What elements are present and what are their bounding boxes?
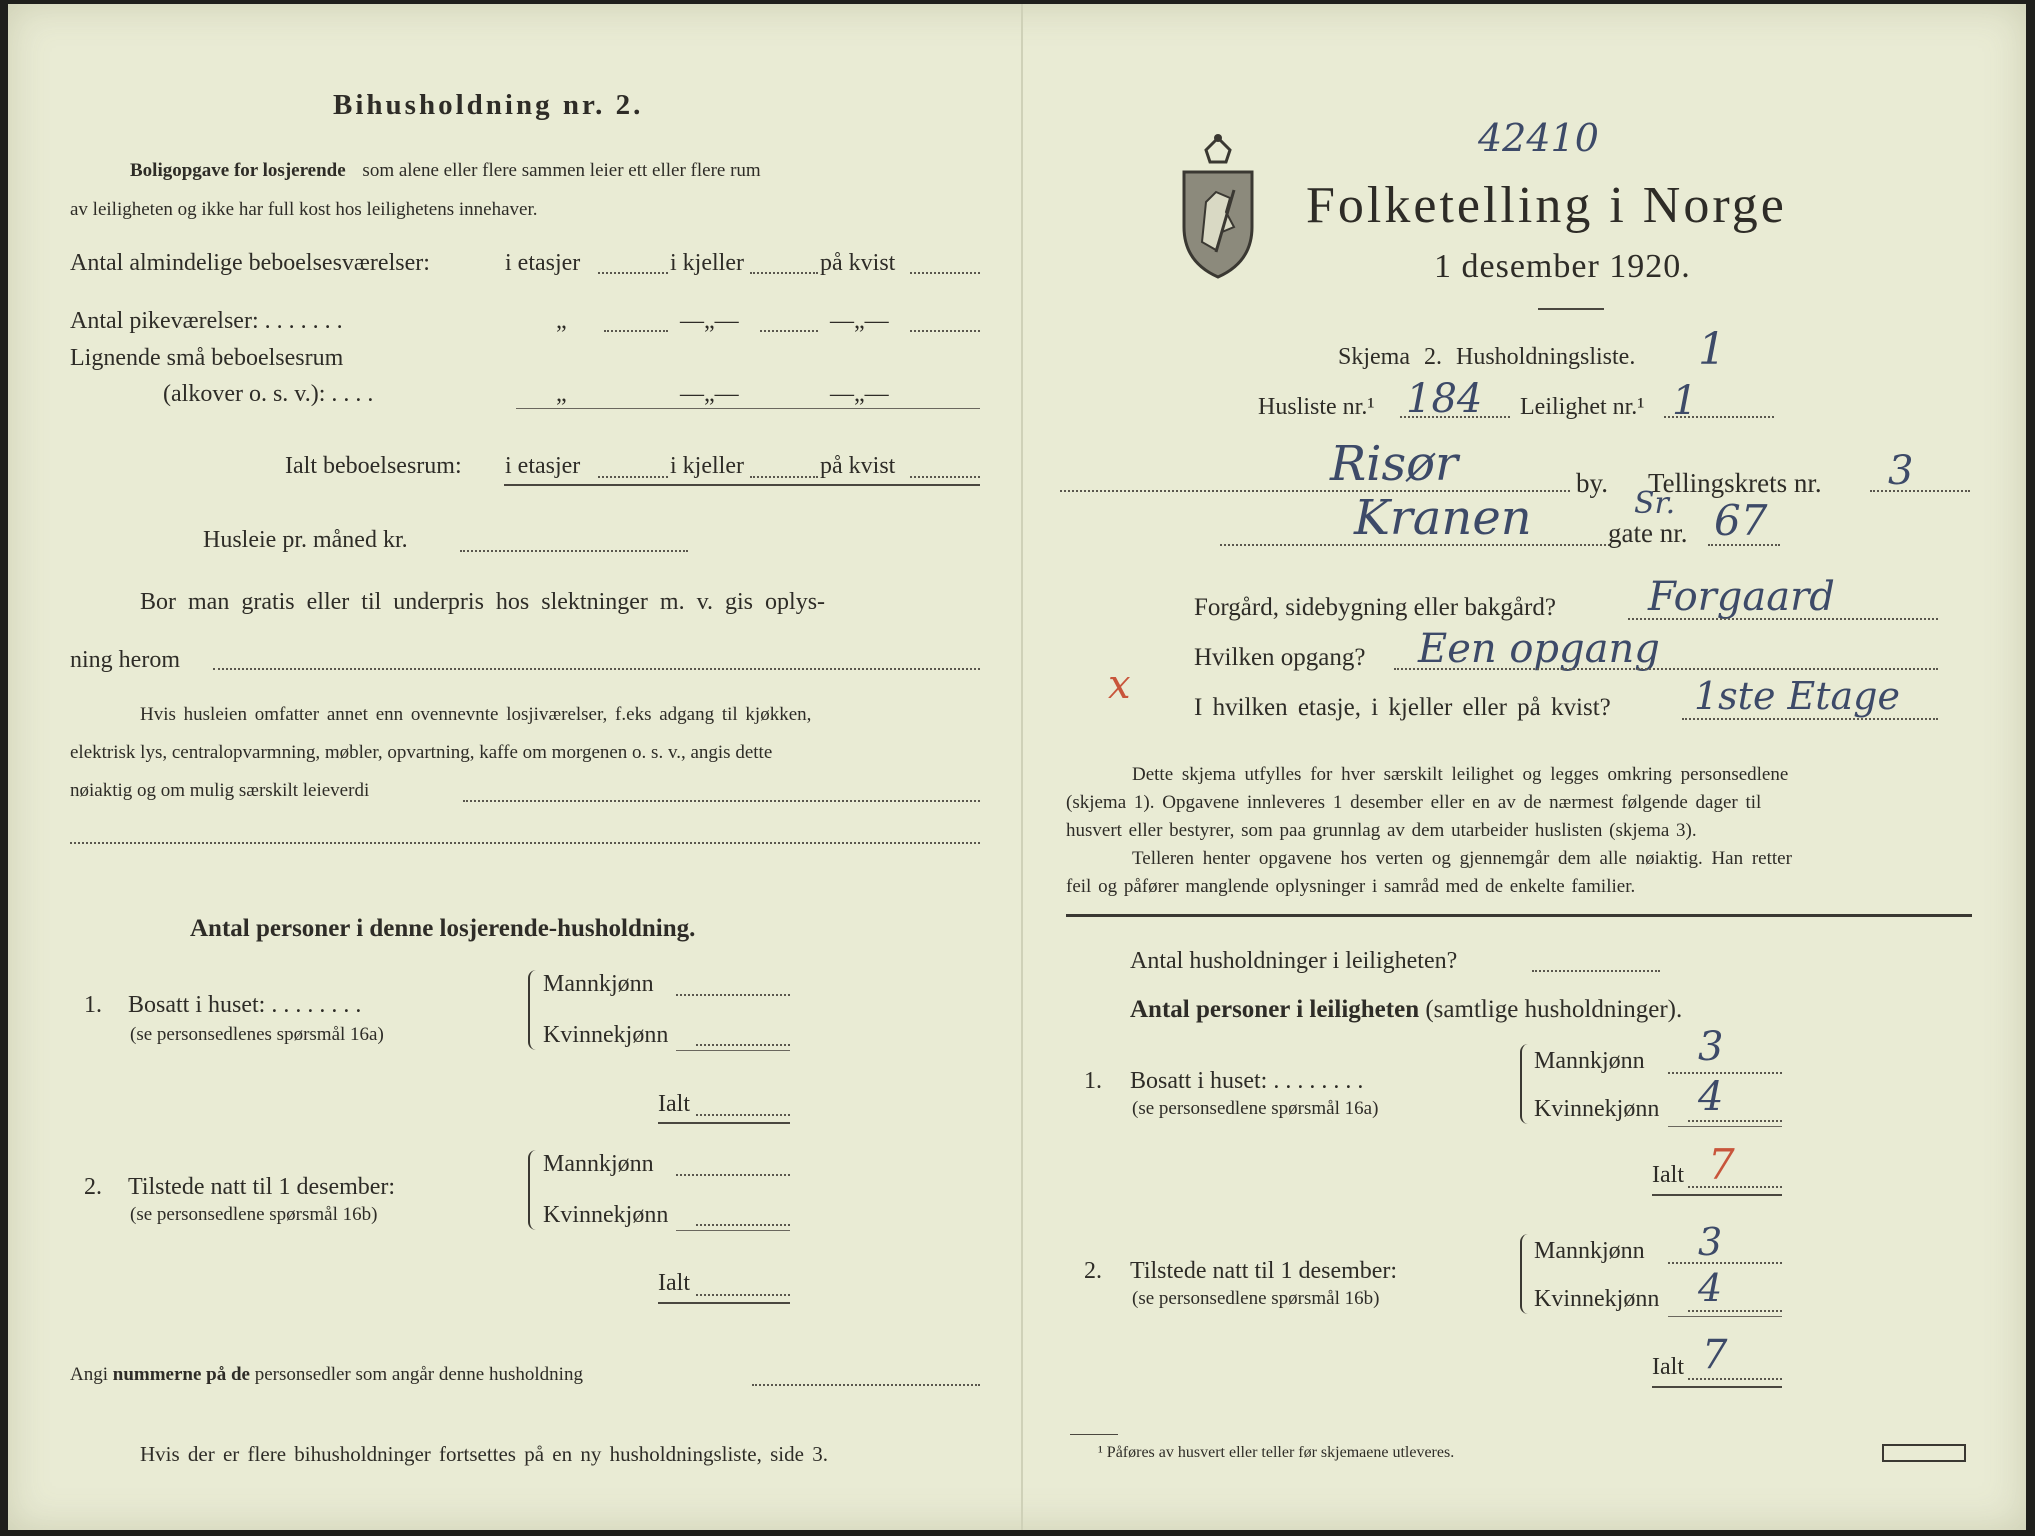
page-fold: [1021, 4, 1023, 1530]
intro-rest: som alene eller flere sammen leier ett eller flere rum: [362, 160, 761, 181]
pike-etasjer-field[interactable]: [604, 330, 668, 332]
right-q1-kvinne-field[interactable]: [1688, 1120, 1782, 1122]
left-q1-mann-label: Mannkjønn: [543, 971, 654, 997]
left-q2-mann-label: Mannkjønn: [543, 1151, 654, 1177]
numbers-label: [70, 1364, 583, 1386]
pike-label: Antal pikeværelser: . . . . . . .: [70, 308, 343, 334]
footnote: ¹ Påføres av husvert eller teller før skjemaene utleveres.: [1098, 1444, 1455, 1461]
forgaard-field[interactable]: [1628, 618, 1938, 620]
right-q2-mann-field[interactable]: [1668, 1262, 1782, 1264]
ialt-kjeller: i kjeller: [670, 453, 744, 479]
left-q1-sub: (se personsedlenes spørsmål 16a): [130, 1024, 384, 1045]
opgang-label: Hvilken opgang?: [1194, 644, 1366, 671]
left-q1-brace: [528, 970, 540, 1050]
rent-field[interactable]: [460, 550, 688, 552]
right-persons-heading-bold: Antal personer i leiligheten: [1130, 996, 1420, 1023]
krets-label: Tellingskrets nr.: [1648, 468, 1822, 498]
rooms-kjeller-field[interactable]: [750, 272, 818, 274]
small-ditto: „: [556, 381, 567, 407]
left-q1-kvinne-field[interactable]: [696, 1044, 790, 1046]
etasje-value[interactable]: 1ste Etage: [1694, 674, 1900, 718]
pike-kjeller-field[interactable]: [760, 330, 818, 332]
form-title: Folketelling i Norge: [1306, 177, 1787, 234]
left-q2-kvinne-field[interactable]: [696, 1224, 790, 1226]
right-q1-ialt-value[interactable]: 7: [1708, 1140, 1735, 1189]
right-q2-label: Tilstede natt til 1 desember:: [1130, 1258, 1398, 1284]
title-rule: [1538, 308, 1604, 310]
opgang-field[interactable]: [1394, 668, 1938, 670]
continue-note: Hvis der er flere bihusholdninger fortsettes på en ny husholdningsliste, side 3.: [140, 1442, 828, 1466]
left-q2-ialt-rule: [658, 1302, 790, 1304]
footnote-rule: [1070, 1434, 1118, 1435]
form-date: 1 desember 1920.: [1434, 248, 1691, 285]
right-q2-sub: (se personsedlene spørsmål 16b): [1132, 1288, 1380, 1309]
husliste-value[interactable]: 184: [1406, 376, 1483, 422]
left-q2-mann-field[interactable]: [676, 1174, 790, 1176]
right-q2-brace: [1520, 1234, 1532, 1314]
krets-value[interactable]: 3: [1888, 448, 1914, 494]
pike-kvist-field[interactable]: [910, 330, 980, 332]
rooms-kjeller: i kjeller: [670, 250, 744, 276]
left-q2-ialt-label: Ialt: [658, 1270, 690, 1296]
ialt-rule: [504, 484, 980, 486]
right-q1-ialt-rule: [1652, 1194, 1782, 1196]
husliste-field[interactable]: [1400, 416, 1510, 418]
husliste-label: Husliste nr.¹: [1258, 394, 1375, 420]
left-q2-rule: [676, 1230, 790, 1231]
right-q1-kvinne-value[interactable]: 4: [1698, 1074, 1724, 1120]
households-label: Antal husholdninger i leiligheten?: [1130, 948, 1458, 974]
numbers-label-1: Angi: [70, 1364, 108, 1385]
left-q1-ialt-label: Ialt: [658, 1091, 690, 1117]
right-q2-mann-value[interactable]: 3: [1698, 1220, 1723, 1264]
right-q1-rule: [1668, 1126, 1782, 1127]
instructions-line2: (skjema 1). Opgavene innleveres 1 desember eller en av de nærmest følgende dager til: [1066, 792, 1762, 813]
instructions-line5: feil og påfører manglende oplysninger i samråd med de enkelte familier.: [1066, 876, 1636, 897]
street-abbr: Sr.: [1634, 486, 1676, 521]
small-rooms-label: Lignende små beboelsesrum: [70, 345, 344, 371]
intro-bold: Boligopgave for losjerende: [130, 160, 346, 181]
incl-line2: elektrisk lys, centralopvarmning, møbler, opvartning, kaffe om morgenen o. s. v., angis dette: [70, 742, 773, 763]
archive-number: 42410: [1478, 116, 1599, 160]
right-q1-ialt-label: Ialt: [1652, 1162, 1684, 1188]
right-q1-num: 1.: [1084, 1068, 1102, 1094]
schema-label: Skjema 2. Husholdningsliste.: [1338, 344, 1636, 370]
left-q1-num: 1.: [84, 992, 102, 1018]
numbers-label-2: personsedler som angår denne husholdning: [254, 1364, 583, 1385]
small-rooms-sub: (alkover o. s. v.): . . . .: [163, 381, 374, 407]
krets-field[interactable]: [1870, 490, 1970, 492]
right-q2-mann-label: Mannkjønn: [1534, 1238, 1645, 1264]
ialt-kvist: på kvist: [820, 453, 896, 479]
instructions-line4: Telleren henter opgavene hos verten og gjennemgår dem alle nøiaktig. Han retter: [1132, 848, 1792, 869]
etasje-field[interactable]: [1682, 718, 1938, 720]
census-form-sheet: [8, 4, 2026, 1530]
rooms-etasjer: i etasjer: [505, 250, 581, 276]
incl-line1: Hvis husleien omfatter annet enn ovennevnte losjiværelser, f.eks adgang til kjøkken,: [140, 704, 812, 725]
right-q2-kvinne-field[interactable]: [1688, 1310, 1782, 1312]
right-q1-brace: [1520, 1044, 1532, 1124]
coat-of-arms-icon: [1176, 132, 1260, 282]
left-q1-ialt-field[interactable]: [696, 1114, 790, 1116]
street-value[interactable]: Kranen: [1354, 490, 1532, 546]
rent-label: Husleie pr. måned kr.: [203, 527, 408, 553]
leilighet-field[interactable]: [1664, 416, 1774, 418]
gratis-line2: ning herom: [70, 647, 180, 673]
left-q2-brace: [528, 1150, 540, 1230]
right-q2-num: 2.: [1084, 1258, 1102, 1284]
right-q2-ialt-field[interactable]: [1688, 1378, 1782, 1380]
rooms-etasjer-field[interactable]: [598, 272, 668, 274]
pike-ditto-3: —„—: [830, 308, 889, 334]
right-q1-mann-value[interactable]: 3: [1698, 1024, 1724, 1070]
right-q1-ialt-field[interactable]: [1688, 1186, 1782, 1188]
right-persons-heading: [1130, 996, 1682, 1024]
by-label: by.: [1576, 468, 1608, 498]
small-rooms-rule: [516, 408, 980, 409]
left-title: Bihusholdning nr. 2.: [333, 89, 644, 121]
right-persons-heading-rest: (samtlige husholdninger).: [1425, 996, 1683, 1023]
incl-field-2[interactable]: [70, 842, 980, 844]
left-intro-line2: av leiligheten og ikke har full kost hos leilighetens innehaver.: [70, 199, 538, 220]
left-persons-heading: Antal personer i denne losjerende-husholdning.: [190, 915, 696, 942]
left-q2-kvinne-label: Kvinnekjønn: [543, 1202, 669, 1228]
right-q1-kvinne-label: Kvinnekjønn: [1534, 1096, 1660, 1122]
left-q1-mann-field[interactable]: [676, 994, 790, 996]
leilighet-value[interactable]: 1: [1672, 378, 1698, 424]
left-q1-label: Bosatt i huset: . . . . . . . .: [128, 992, 362, 1018]
incl-line3: nøiaktig og om mulig særskilt leieverdi: [70, 780, 370, 801]
right-q2-ialt-rule: [1652, 1386, 1782, 1388]
ialt-kjeller-field[interactable]: [750, 476, 818, 478]
right-q1-mann-label: Mannkjønn: [1534, 1048, 1645, 1074]
right-divider: [1066, 914, 1972, 917]
left-q1-kvinne-label: Kvinnekjønn: [543, 1022, 669, 1048]
rooms-label: Antal almindelige beboelsesværelser:: [70, 250, 430, 276]
right-q2-ialt-label: Ialt: [1652, 1354, 1684, 1380]
left-q1-rule: [676, 1050, 790, 1051]
incl-field[interactable]: [463, 800, 980, 802]
gate-label: gate nr.: [1608, 518, 1688, 548]
households-field[interactable]: [1532, 970, 1660, 972]
ialt-etasjer-field[interactable]: [598, 476, 668, 478]
etasje-label: I hvilken etasje, i kjeller eller på kvist?: [1194, 694, 1611, 721]
left-q2-label: Tilstede natt til 1 desember:: [128, 1174, 396, 1200]
leilighet-label: Leilighet nr.¹: [1520, 394, 1645, 420]
small-ditto-3: —„—: [830, 381, 889, 407]
right-q2-ialt-value[interactable]: 7: [1702, 1332, 1728, 1378]
small-ditto-2: —„—: [680, 381, 739, 407]
opgang-value[interactable]: Een opgang: [1418, 626, 1660, 672]
forgaard-value[interactable]: Forgaard: [1648, 574, 1835, 620]
pike-ditto-2: —„—: [680, 308, 739, 334]
instructions-line1: Dette skjema utfylles for hver særskilt leilighet og legges omkring personsedlene: [1132, 764, 1789, 785]
right-q2-kvinne-value[interactable]: 4: [1698, 1266, 1723, 1310]
rooms-kvist: på kvist: [820, 250, 896, 276]
ialt-rooms-label: Ialt beboelsesrum:: [285, 453, 462, 479]
ialt-etasjer: i etasjer: [505, 453, 581, 479]
left-q1-ialt-rule: [658, 1122, 790, 1124]
numbers-label-bold: nummerne på de: [112, 1364, 250, 1385]
left-q2-ialt-field[interactable]: [696, 1294, 790, 1296]
forgaard-label: Forgård, sidebygning eller bakgård?: [1194, 594, 1556, 621]
pike-ditto: „: [556, 308, 567, 334]
right-q1-label: Bosatt i huset: . . . . . . . .: [1130, 1068, 1364, 1094]
right-q2-kvinne-label: Kvinnekjønn: [1534, 1286, 1660, 1312]
ialt-kvist-field[interactable]: [910, 476, 980, 478]
city-value[interactable]: Risør: [1330, 436, 1458, 492]
numbers-field[interactable]: [752, 1384, 980, 1386]
red-mark: x: [1108, 662, 1131, 708]
gratis-line1: Bor man gratis eller til underpris hos slektninger m. v. gis oplys-: [140, 589, 826, 615]
left-intro-line1: [130, 160, 761, 182]
schema-hand: 1: [1698, 324, 1726, 375]
left-q2-sub: (se personsedlene spørsmål 16b): [130, 1204, 378, 1225]
right-q2-rule: [1668, 1316, 1782, 1317]
street-field[interactable]: [1220, 544, 1610, 546]
gate-value[interactable]: 67: [1714, 496, 1768, 545]
rooms-kvist-field[interactable]: [910, 272, 980, 274]
gratis-field[interactable]: [213, 668, 980, 670]
left-q2-num: 2.: [84, 1174, 102, 1200]
gate-field[interactable]: [1708, 544, 1780, 546]
right-q1-sub: (se personsedlene spørsmål 16a): [1132, 1098, 1379, 1119]
instructions-line3: husvert eller bestyrer, som paa grunnlag av dem utarbeider huslisten (skjema 3).: [1066, 820, 1697, 841]
right-q1-mann-field[interactable]: [1668, 1072, 1782, 1074]
printer-stamp: [1882, 1444, 1966, 1462]
